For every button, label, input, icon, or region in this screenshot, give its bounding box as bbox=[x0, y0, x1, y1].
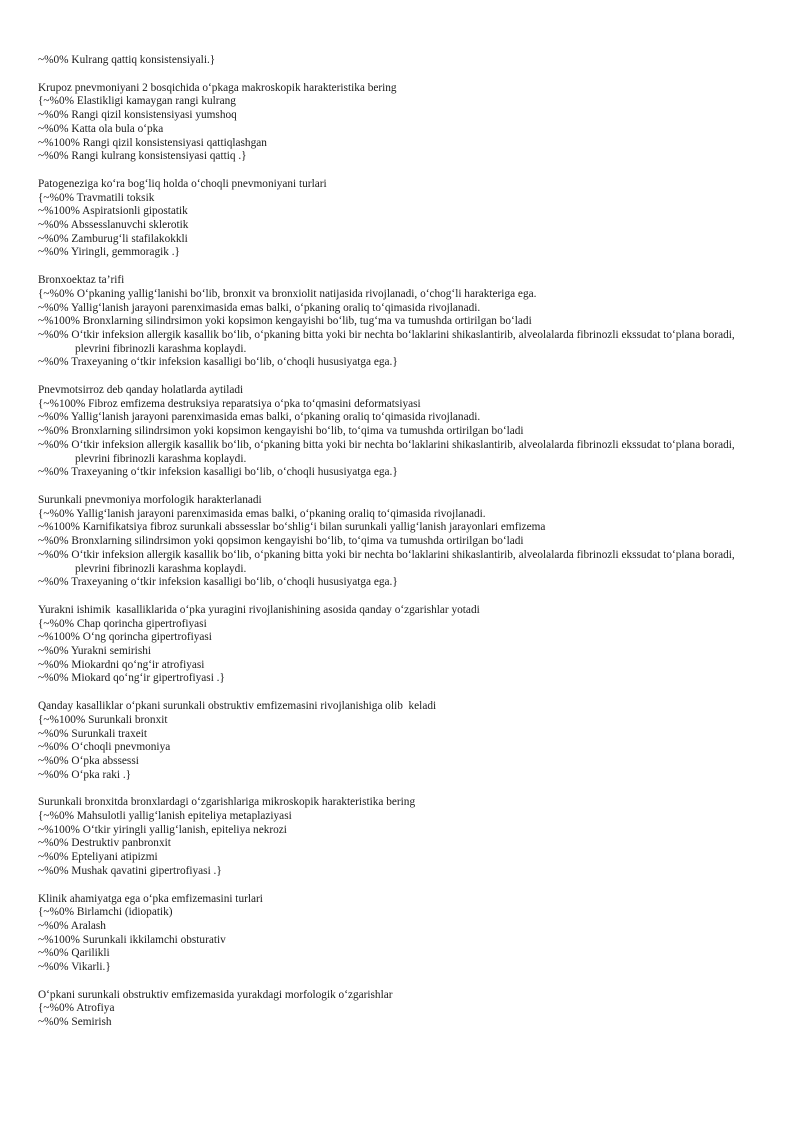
answer-option: ~%0% Yiringli, gemmoragik .} bbox=[38, 246, 180, 259]
answer-option: ~%100% O‘tkir yiringli yallig‘lanish, epiteliya nekrozi bbox=[38, 823, 287, 836]
answer-option: ~%0% O‘pka abssessi bbox=[38, 754, 139, 767]
answer-option: ~%0% Surunkali traxeit bbox=[38, 727, 148, 740]
answer-option: ~%0% Mushak qavatini gipertrofiyasi .} bbox=[38, 864, 222, 877]
answer-option: ~%0% Rangi qizil konsistensiyasi yumshoq bbox=[38, 109, 237, 122]
answer-option: ~%0% O‘tkir infeksion allergik kasallik bo‘lib, o‘pkaning bitta yoki bir nechta bo‘laklarini shikaslantirib, alveolalarda fibrinozli ekssudat to‘plana boradi, plevrini fibrinozli karashma koplaydi. bbox=[38, 328, 735, 355]
answer-option: ~%0% Yurakni semirishi bbox=[38, 645, 151, 658]
question-title: Bronxoektaz ta’rifi bbox=[38, 274, 125, 287]
question-title: Patogeneziga ko‘ra bog‘liq holda o‘choqli pnevmoniyani turlari bbox=[38, 177, 327, 190]
answer-option: {~%0% Yallig‘lanish jarayoni parenximasida emas balki, o‘pkaning oraliq to‘qimasida rivojlanadi. bbox=[38, 507, 486, 520]
question-title: Pnevmotsirroz deb qanday holatlarda aytiladi bbox=[38, 384, 244, 397]
question-title: Klinik ahamiyatga ega o‘pka emfizemasini turlari bbox=[38, 892, 263, 905]
paragraph-gap bbox=[38, 480, 758, 494]
answer-option: ~%0% Traxeyaning o‘tkir infeksion kasalligi bo‘lib, o‘choqli hususiyatga ega.} bbox=[38, 466, 398, 479]
answer-option: ~%0% Bronxlarning silindrsimon yoki kopsimon kengayishi bo‘lib, to‘qima va tumushda ortirilgan bo‘ladi bbox=[38, 425, 524, 438]
answer-option: ~%0% O‘choqli pnevmoniya bbox=[38, 741, 171, 754]
paragraph-gap bbox=[38, 590, 758, 604]
answer-option: ~%100% O‘ng qorincha gipertrofiyasi bbox=[38, 631, 212, 644]
answer-option: ~%0% Traxeyaning o‘tkir infeksion kasalligi bo‘lib, o‘choqli hususiyatga ega.} bbox=[38, 356, 398, 369]
question-title: Surunkali pnevmoniya morfologik harakterlanadi bbox=[38, 493, 262, 506]
question-title: O‘pkani surunkali obstruktiv emfizemasida yurakdagi morfologik o‘zgarishlar bbox=[38, 988, 393, 1001]
answer-option: ~%0% Miokard qo‘ng‘ir gipertrofiyasi .} bbox=[38, 672, 225, 685]
answer-option: ~%0% Bronxlarning silindrsimon yoki qopsimon kengayishi bo‘lib, to‘qima va tumushda ortirilgan bo‘ladi bbox=[38, 535, 524, 548]
answer-option: ~%100% Bronxlarning silindrsimon yoki kopsimon kengayishi bo‘lib, tug‘ma va tumushda ortirilgan bo‘ladi bbox=[38, 315, 532, 328]
answer-option: ~%0% Miokardni qo‘ng‘ir atrofiyasi bbox=[38, 658, 205, 671]
paragraph-gap bbox=[38, 975, 758, 989]
answer-option: ~%0% O‘tkir infeksion allergik kasallik bo‘lib, o‘pkaning bitta yoki bir nechta bo‘laklarini shikaslantirib, alveolalarda fibrinozli ekssudat to‘plana boradi, plevrini fibrinozli karashma koplaydi. bbox=[38, 438, 735, 465]
paragraph-gap bbox=[38, 68, 758, 82]
answer-option: {~%0% Atrofiya bbox=[38, 1002, 115, 1015]
answer-option: ~%0% O‘tkir infeksion allergik kasallik bo‘lib, o‘pkaning bitta yoki bir nechta bo‘laklarini shikaslantirib, alveolalarda fibrinozli ekssudat to‘plana boradi, plevrini fibrinozli karashma koplaydi. bbox=[38, 548, 735, 575]
answer-option: ~%100% Aspiratsionli gipostatik bbox=[38, 205, 188, 218]
answer-option: ~%0% Vikarli.} bbox=[38, 961, 111, 974]
answer-option: ~%100% Rangi qizil konsistensiyasi qattiqlashgan bbox=[38, 136, 267, 149]
answer-option: ~%0% Traxeyaning o‘tkir infeksion kasalligi bo‘lib, o‘choqli hususiyatga ega.} bbox=[38, 576, 398, 589]
paragraph-gap bbox=[38, 879, 758, 893]
paragraph-gap bbox=[38, 260, 758, 274]
answer-option: ~%0% Yallig‘lanish jarayoni parenximasida emas balki, o‘pkaning oraliq to‘qimasida rivojlanadi. bbox=[38, 411, 481, 424]
answer-option: ~%0% Destruktiv panbronxit bbox=[38, 837, 171, 850]
question-title: Surunkali bronxitda bronxlardagi o‘zgarishlariga mikroskopik harakteristika bering bbox=[38, 796, 416, 809]
answer-option: {~%100% Surunkali bronxit bbox=[38, 713, 168, 726]
answer-option: {~%0% Mahsulotli yallig‘lanish epiteliya metaplaziyasi bbox=[38, 810, 292, 823]
answer-option: {~%0% Chap qorincha gipertrofiyasi bbox=[38, 617, 207, 630]
answer-option: ~%0% O‘pka raki .} bbox=[38, 768, 132, 781]
paragraph-gap bbox=[38, 370, 758, 384]
answer-option: ~%100% Karnifikatsiya fibroz surunkali abssesslar bo‘shlig‘i bilan surunkali yallig‘lanish jarayonlari emfizema bbox=[38, 521, 546, 534]
answer-option: {~%0% Elastikligi kamaygan rangi kulrang bbox=[38, 95, 236, 108]
answer-option: ~%0% Yallig‘lanish jarayoni parenximasida emas balki, o‘pkaning oraliq to‘qimasida rivojlanadi. bbox=[38, 301, 481, 314]
answer-option: ~%0% Aralash bbox=[38, 919, 106, 932]
answer-option: ~%100% Surunkali ikkilamchi obsturativ bbox=[38, 933, 226, 946]
answer-option: {~%0% Birlamchi (idiopatik) bbox=[38, 906, 173, 919]
paragraph-gap bbox=[38, 164, 758, 178]
answer-option: ~%0% Qarilikli bbox=[38, 947, 110, 960]
question-title: Krupoz pnevmoniyani 2 bosqichida o‘pkaga makroskopik harakteristika bering bbox=[38, 81, 397, 94]
paragraph-gap bbox=[38, 782, 758, 796]
answer-option: ~%0% Rangi kulrang konsistensiyasi qattiq .} bbox=[38, 150, 247, 163]
answer-option: ~%0% Epteliyani atipizmi bbox=[38, 851, 158, 864]
paragraph-gap bbox=[38, 686, 758, 700]
document-page bbox=[38, 54, 758, 1030]
answer-option: ~%0% Semirish bbox=[38, 1016, 112, 1029]
answer-option: {~%0% O‘pkaning yallig‘lanishi bo‘lib, bronxit va bronxiolit natijasida rivojlanadi, o‘chog‘li harakteriga ega. bbox=[38, 287, 537, 300]
answer-option: ~%0% Zamburug‘li stafilakokkli bbox=[38, 232, 188, 245]
answer-option: ~%0% Katta ola bula o‘pka bbox=[38, 122, 164, 135]
question-title: Qanday kasalliklar o‘pkani surunkali obstruktiv emfizemasini rivojlanishiga olib keladi bbox=[38, 700, 437, 713]
question-title: Yurakni ishimik kasalliklarida o‘pka yuragini rivojlanishining asosida qanday o‘zgarishlar yotadi bbox=[38, 603, 480, 616]
intro-line: ~%0% Kulrang qattiq konsistensiyali.} bbox=[38, 54, 216, 66]
answer-option: {~%100% Fibroz emfizema destruksiya reparatsiya o‘pka to‘qmasini deformatsiyasi bbox=[38, 397, 421, 410]
answer-option: {~%0% Travmatili toksik bbox=[38, 191, 155, 204]
answer-option: ~%0% Abssesslanuvchi sklerotik bbox=[38, 219, 189, 232]
